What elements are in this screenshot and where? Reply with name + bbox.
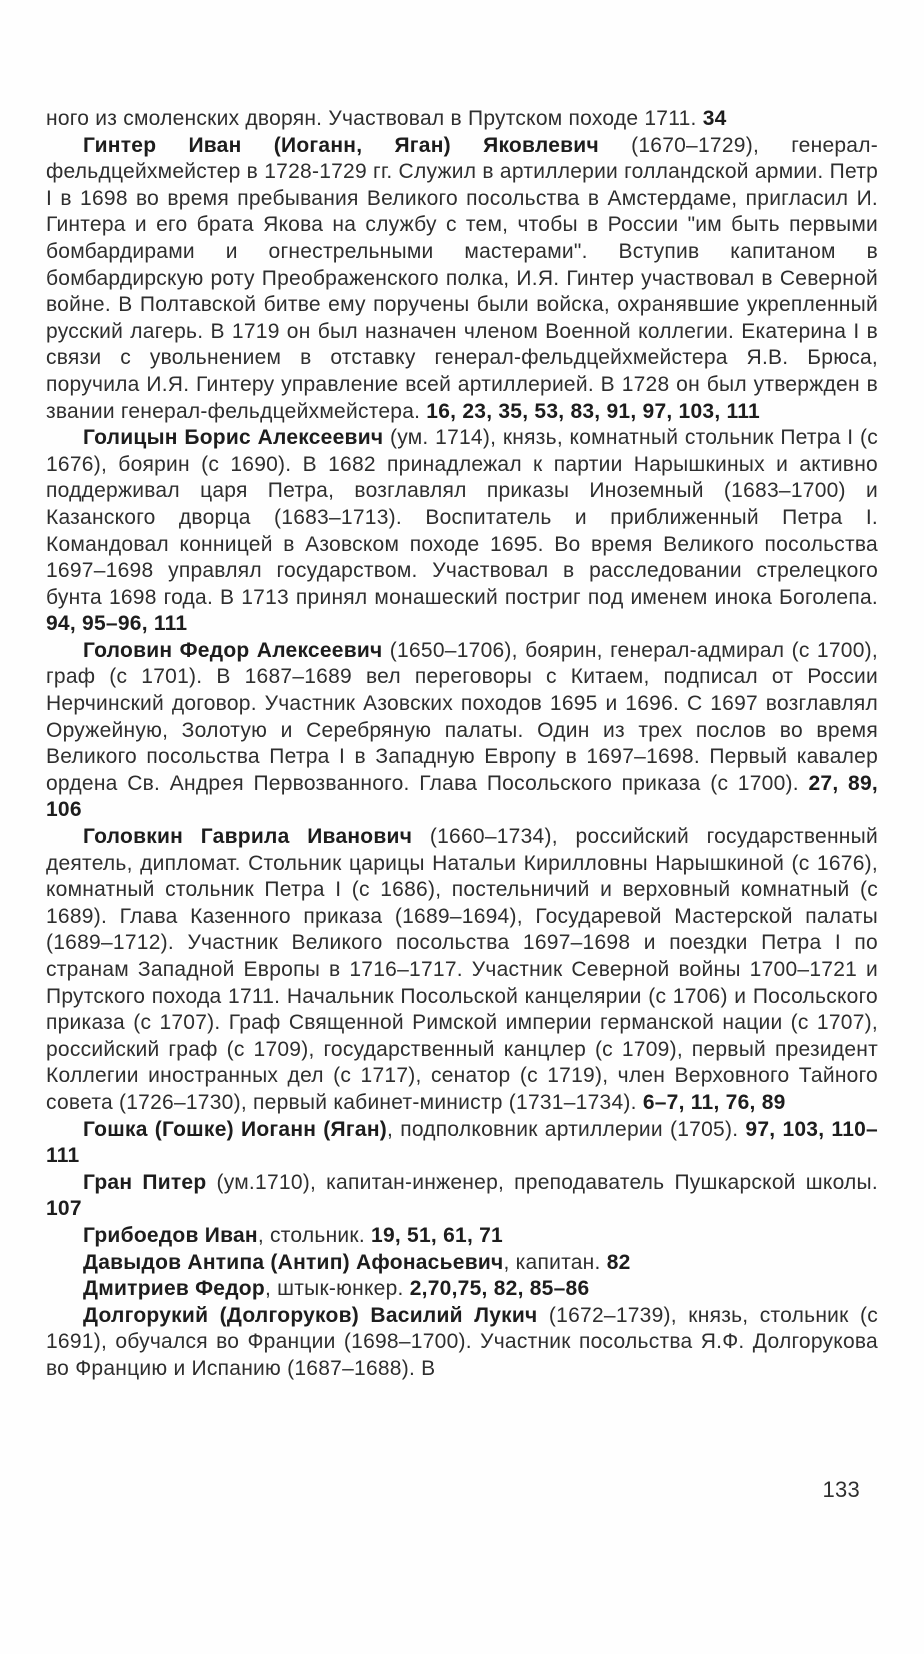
entry-name: Головкин Гаврила Иванович bbox=[83, 825, 413, 849]
entry-dmitriev bbox=[46, 1276, 878, 1303]
paragraph-continuation bbox=[46, 106, 878, 133]
page-number: 133 bbox=[822, 1477, 860, 1502]
entry-dolgoruky bbox=[46, 1303, 878, 1383]
entry-text: , стольник. bbox=[257, 1223, 372, 1247]
entry-name: Гран Питер bbox=[83, 1170, 207, 1194]
entry-name: Головин Федор Алексеевич bbox=[83, 638, 383, 662]
page-references: 27, 89, 106 bbox=[46, 771, 878, 822]
entry-name: Давыдов Антипа (Антип) Афонасьевич bbox=[83, 1250, 504, 1274]
entry-gran bbox=[46, 1170, 878, 1223]
entry-golovkin bbox=[46, 824, 878, 1117]
entry-text: , штык-юнкер. bbox=[264, 1277, 410, 1301]
entry-text: (1650–1706), боярин, генерал-адмирал (с 1700), граф (с 1701). В 1687–1689 вел переговоры с Китаем, подписал от России Нерчинский договор. Участник Азовских походов 1695 и 1696. С 1697 возглавлял Оружейную, Золотую и Серебряную палаты. Один из трех послов во время Великого посольства Петра I в Западную Европу в 1697–1698. Первый кавалер ордена Св. Андрея Первозванного. Глава Посольского приказа (с 1700). bbox=[46, 638, 878, 795]
entry-text: (1660–1734), российский государственный деятель, дипломат. Стольник царицы Натальи Кирилловны Нарышкиной (с 1676), комнатный стольник Петра I (с 1686), постельничий и верховный комнатный (с 1689). Глава Казенного приказа (1689–1694), Государевой Мастерской палаты (1689–1712). Участник Великого посольства 1697–1698 и поездки Петра I по странам Западной Европы в 1716–1717. Участник Северной войны 1700–1721 и Прутского похода 1711. Начальник Посольской канцелярии (с 1706) и Посольского приказа (с 1707). Граф Священной Римской империи германской нации (с 1707), российский граф (с 1709), государственный канцлер (с 1709), первый президент Коллегии иностранных дел (с 1717), сенатор (с 1719), член Верховного Тайного совета (1726–1730), первый кабинет-министр (1731–1734). bbox=[46, 825, 878, 1114]
entry-text: , капитан. bbox=[503, 1250, 607, 1274]
page-references: 82 bbox=[606, 1250, 631, 1274]
entry-golovin bbox=[46, 638, 878, 824]
page-references: 34 bbox=[702, 107, 727, 130]
entry-ginter bbox=[46, 133, 878, 426]
page-references: 107 bbox=[46, 1197, 82, 1221]
page-references: 2,70,75, 82, 85–86 bbox=[409, 1277, 590, 1301]
entry-golitsyn bbox=[46, 425, 878, 638]
entry-goshka bbox=[46, 1117, 878, 1170]
entry-name: Долгорукий (Долгоруков) Василий Лукич bbox=[83, 1303, 538, 1327]
body-text: ного из смоленских дворян. Участвовал в Прутском походе 1711. bbox=[46, 107, 703, 130]
page-references: 97, 103, 110–111 bbox=[46, 1117, 878, 1168]
entry-text: (1670–1729), генерал-фельдцейхмейстер в 1728-1729 гг. Служил в артиллерии голландской армии. Петр I в 1698 во время пребывания Великого посольства в Амстердаме, пригласил И. Гинтера и его брата Якова на службу с тем, чтобы в России "им быть первыми бомбардирами и огнестрельными мастерами". Вступив капитаном в бомбардирскую роту Преображенского полка, И.Я. Гинтер участвовал в Северной войне. В Полтавской битве ему поручены были войска, охранявшие укрепленный русский лагерь. В 1719 он был назначен членом Военной коллегии. Екатерина I в связи с увольнением в отставку генерал-фельдцейхмейстера Я.В. Брюса, поручила И.Я. Гинтеру управление всей артиллерией. В 1728 он был утвержден в звании генерал-фельдцейхмейстера. bbox=[46, 133, 878, 423]
entry-text: (1672–1739), князь, стольник (с 1691), обучался во Франции (1698–1700). Участник посольства Я.Ф. Долгорукова во Францию и Испанию (1687–1688). В bbox=[46, 1303, 879, 1380]
entry-text: (ум. 1714), князь, комнатный стольник Петра I (с 1676), боярин (с 1690). В 1682 принадлежал к партии Нарышкиных и активно поддерживал царя Петра, возглавлял приказы Иноземный (1683–1700) и Казанского дворца (1683–1713). Воспитатель и приближенный Петра I. Командовал конницей в Азовском походе 1695. Во время Великого посольства 1697–1698 управлял государством. Участвовал в расследовании стрелецкого бунта 1698 года. В 1713 принял монашеский постриг под именем инока Боголепа. bbox=[46, 426, 879, 609]
page-references: 19, 51, 61, 71 bbox=[371, 1223, 503, 1247]
entry-davydov bbox=[46, 1250, 878, 1277]
entry-griboedov bbox=[46, 1223, 878, 1250]
entry-text: , подполковник артиллерии (1705). bbox=[387, 1117, 746, 1141]
text-block bbox=[46, 106, 878, 1383]
page-references: 6–7, 11, 76, 89 bbox=[642, 1090, 786, 1114]
entry-name: Голицын Борис Алексеевич bbox=[83, 426, 384, 450]
entry-name: Дмитриев Федор bbox=[83, 1277, 265, 1301]
entry-text: (ум.1710), капитан-инженер, преподаватель Пушкарской школы. bbox=[206, 1170, 878, 1194]
entry-name: Грибоедов Иван bbox=[83, 1223, 258, 1247]
entry-name: Гошка (Гошке) Иоганн (Яган) bbox=[83, 1117, 388, 1141]
page-references: 16, 23, 35, 53, 83, 91, 97, 103, 111 bbox=[426, 399, 760, 423]
entry-name: Гинтер Иван (Иоганн, Яган) Яковлевич bbox=[83, 133, 599, 157]
page-references: 94, 95–96, 111 bbox=[46, 612, 188, 636]
